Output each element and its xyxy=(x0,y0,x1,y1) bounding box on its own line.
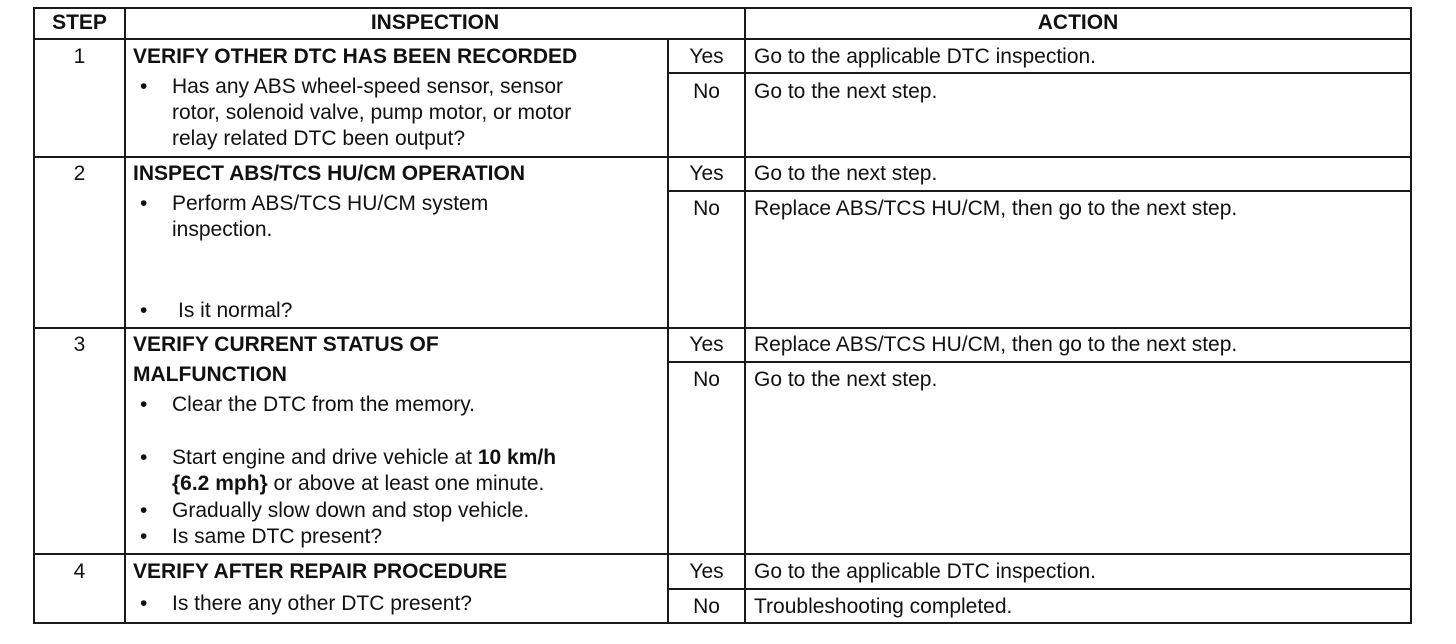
step-title: VERIFY OTHER DTC HAS BEEN RECORDED xyxy=(133,45,578,68)
inspection-text: inspection. xyxy=(172,218,273,241)
no-label: No xyxy=(693,197,720,220)
step-divider xyxy=(33,156,1412,158)
inspection-column-divider xyxy=(667,38,669,624)
bullet-icon: • xyxy=(140,592,148,615)
header-action: ACTION xyxy=(1037,11,1119,34)
yes-action: Replace ABS/TCS HU/CM, then go to the next step. xyxy=(754,333,1238,356)
inspection-text xyxy=(172,445,556,471)
step-number: 1 xyxy=(73,45,86,68)
no-action: Go to the next step. xyxy=(754,80,938,103)
table-border-right xyxy=(1410,7,1412,624)
inspection-text: rotor, solenoid valve, pump motor, or motor xyxy=(172,101,572,124)
bullet-icon: • xyxy=(140,499,148,522)
table-border-left xyxy=(33,7,35,624)
step-title: MALFUNCTION xyxy=(133,363,287,386)
yes-action: Go to the next step. xyxy=(754,162,938,185)
no-label: No xyxy=(693,595,720,618)
header-step: STEP xyxy=(52,11,107,34)
inspection-text: Has any ABS wheel-speed sensor, sensor xyxy=(172,75,564,98)
yes-label: Yes xyxy=(689,162,724,185)
step-divider xyxy=(33,327,1412,329)
action-column-divider xyxy=(744,7,746,624)
step-title: VERIFY CURRENT STATUS OF xyxy=(133,333,439,356)
inspection-text: Perform ABS/TCS HU/CM system xyxy=(172,192,489,215)
header-divider xyxy=(33,38,1412,40)
table-border-top xyxy=(33,7,1412,9)
table-border-bottom xyxy=(33,622,1412,624)
no-action: Troubleshooting completed. xyxy=(754,595,1013,618)
step-number: 2 xyxy=(73,162,86,185)
bullet-icon: • xyxy=(140,393,148,416)
inspection-text-part: or above at least one minute. xyxy=(267,472,545,495)
row-divider xyxy=(668,190,1412,192)
bullet-icon: • xyxy=(140,525,148,548)
yes-label: Yes xyxy=(689,333,724,356)
speed-value-mph: {6.2 mph} xyxy=(172,472,268,495)
yes-action: Go to the applicable DTC inspection. xyxy=(754,560,1097,583)
inspection-text: Is there any other DTC present? xyxy=(172,592,472,615)
no-action: Replace ABS/TCS HU/CM, then go to the next step. xyxy=(754,197,1238,220)
no-action: Go to the next step. xyxy=(754,368,938,391)
inspection-text: Clear the DTC from the memory. xyxy=(172,393,476,416)
inspection-text: relay related DTC been output? xyxy=(172,127,466,150)
bullet-icon: • xyxy=(140,446,148,469)
speed-value: 10 km/h xyxy=(477,446,557,469)
step-number: 4 xyxy=(73,560,86,583)
row-divider xyxy=(668,72,1412,74)
inspection-text: Is same DTC present? xyxy=(172,525,383,548)
bullet-icon: • xyxy=(140,299,148,322)
inspection-text-part: Start engine and drive vehicle at xyxy=(172,446,478,469)
inspection-text xyxy=(172,471,544,497)
no-label: No xyxy=(693,368,720,391)
step-column-divider xyxy=(124,7,126,624)
row-divider xyxy=(668,361,1412,363)
row-divider xyxy=(668,588,1412,590)
header-inspection: INSPECTION xyxy=(370,11,500,34)
yes-label: Yes xyxy=(689,560,724,583)
step-title: VERIFY AFTER REPAIR PROCEDURE xyxy=(133,560,508,583)
yes-label: Yes xyxy=(689,45,724,68)
step-divider xyxy=(33,553,1412,555)
step-number: 3 xyxy=(73,333,86,356)
yes-action: Go to the applicable DTC inspection. xyxy=(754,45,1097,68)
no-label: No xyxy=(693,80,720,103)
bullet-icon: • xyxy=(140,75,148,98)
inspection-text: Gradually slow down and stop vehicle. xyxy=(172,499,530,522)
inspection-text: Is it normal? xyxy=(178,299,293,322)
bullet-icon: • xyxy=(140,192,148,215)
step-title: INSPECT ABS/TCS HU/CM OPERATION xyxy=(133,162,526,185)
